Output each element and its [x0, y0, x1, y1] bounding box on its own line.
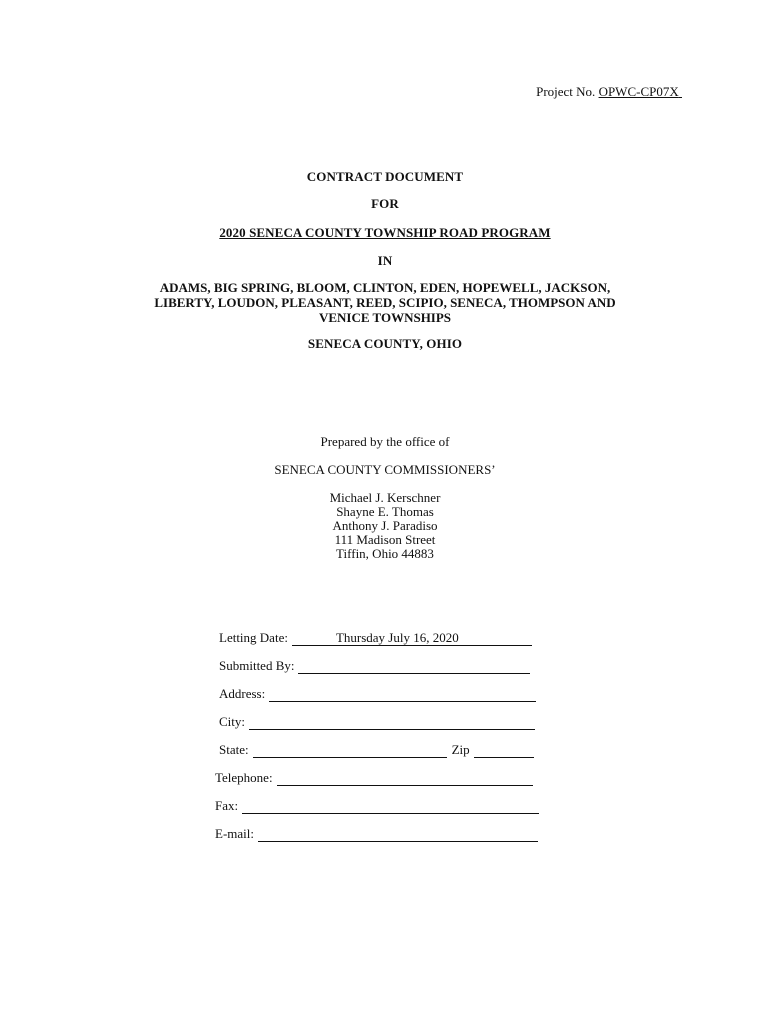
project-number: OPWC-CP07X	[598, 84, 679, 99]
location-title: SENECA COUNTY, OHIO	[307, 336, 463, 351]
zip-label: Zip	[451, 742, 470, 757]
zip-line[interactable]	[474, 743, 534, 758]
submitted-by-field[interactable]	[219, 658, 530, 674]
submitted-by-label: Submitted By:	[219, 658, 295, 673]
townships-line: VENICE TOWNSHIPS	[318, 310, 452, 325]
city-field[interactable]	[219, 714, 535, 730]
state-zip-field[interactable]	[219, 742, 534, 758]
title-in: IN	[377, 253, 393, 268]
address-label: Address:	[219, 686, 266, 701]
commissioner-name: Shayne E. Thomas	[336, 504, 434, 519]
prepared-by-intro: Prepared by the office of	[320, 434, 450, 449]
fax-line[interactable]	[242, 799, 539, 814]
project-number-line	[0, 84, 682, 100]
commissioners-block	[0, 491, 770, 561]
commissioner-name: Michael J. Kerschner	[329, 490, 441, 505]
fax-field[interactable]	[215, 798, 539, 814]
prepared-by-office: SENECA COUNTY COMMISSIONERS’	[274, 462, 496, 477]
letting-date-label: Letting Date:	[219, 630, 288, 645]
office-street: 111 Madison Street	[334, 532, 436, 547]
email-line[interactable]	[258, 827, 538, 842]
telephone-field[interactable]	[215, 770, 533, 786]
city-line[interactable]	[249, 715, 535, 730]
townships-line: ADAMS, BIG SPRING, BLOOM, CLINTON, EDEN, HOPEWELL, JACKSON,	[159, 280, 611, 295]
townships-line: LIBERTY, LOUDON, PLEASANT, REED, SCIPIO, SENECA, THOMPSON AND	[154, 295, 616, 310]
address-field[interactable]	[219, 686, 536, 702]
fax-label: Fax:	[215, 798, 239, 813]
program-title: 2020 SENECA COUNTY TOWNSHIP ROAD PROGRAM	[219, 225, 551, 240]
telephone-label: Telephone:	[215, 770, 273, 785]
office-city: Tiffin, Ohio 44883	[336, 546, 434, 561]
city-label: City:	[219, 714, 246, 729]
email-label: E-mail:	[215, 826, 254, 841]
townships-list	[0, 280, 770, 325]
commissioner-name: Anthony J. Paradiso	[332, 518, 438, 533]
address-line[interactable]	[269, 687, 536, 702]
project-label: Project No.	[536, 84, 596, 99]
letting-date-line	[292, 631, 532, 646]
letting-date-field	[219, 630, 532, 646]
document-title: CONTRACT DOCUMENT	[306, 169, 464, 184]
project-number-trail	[679, 84, 682, 99]
title-for: FOR	[371, 196, 399, 211]
letting-date-value: Thursday July 16, 2020	[335, 630, 459, 645]
state-line[interactable]	[253, 743, 447, 758]
submitted-by-line[interactable]	[298, 659, 530, 674]
state-label: State:	[219, 742, 249, 757]
email-field[interactable]	[215, 826, 538, 842]
telephone-line[interactable]	[277, 771, 533, 786]
